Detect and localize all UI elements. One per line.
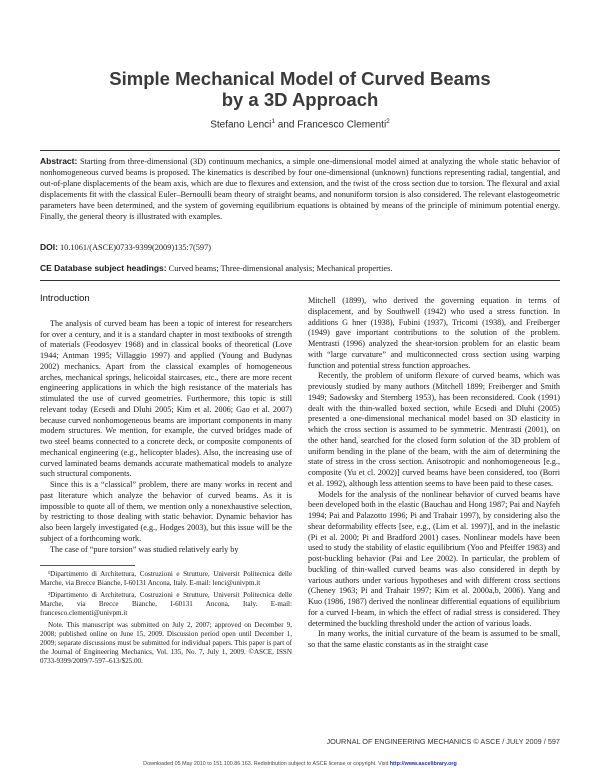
- footnotes: [40, 570, 292, 669]
- intro-paragraph-2: Since this is a “classical” problem, there are many works in recent and past literature which analyze the behavior of curved beams. As it is impossible to quote all of them, we mention only a nonexhaustive selection, by restricting to those dealing with static behavior. Dynamic behavior has also been largely investigated (e.g., Hodges 2003), but this issue will be the subject of a forthcoming work.: [40, 480, 292, 543]
- intro-paragraph-1: The analysis of curved beam has been a topic of interest for researchers for over a century, and it is a standard chapter in most textbooks of strength of materials (Feodosyev 1968) and in classical books of theoretical (Love 1944; Antman 1995; Villaggio 1997) and applied (Young and Budynas 2002) mechanics. Apart from the classical examples of homogeneous arches, mechanical springs, helicoidal staircases, etc., there are more recent engineering applications in which the high resistance of the materials has stimulated the use of curved geometries. Furthermore, this topic is still relevant today (Ecsedi and Dluhi 2005; Kim et al. 2006; Gao et al. 2007) because curved nonhomogeneous beams are important components in many modern structures. We mention, for example, the curved bridges made of two steel beams connected to a concrete deck, or composite components of mechanical engineering (e.g., helicopter blades). Also, the increasing use of curved laminated beams demands accurate mathematical models to analyze such structural components.: [40, 318, 292, 479]
- doi-label: DOI:: [40, 242, 58, 252]
- right-paragraph-4: In many works, the initial curvature of the beam is assumed to be small, so that the same elastic constants as in the straight case: [308, 629, 560, 649]
- download-text: Downloaded 05 May 2010 to 151.100.86.163. Redistribution subject to ASCE license or copyright. Visit: [143, 761, 390, 767]
- footnote-2: ²Dipartimento di Architettura, Costruzioni e Strutture, Universit Politecnica delle Marche, via Brecce Bianche, I-60131 Ancona, Italy. E-mail: francesco.clementi@univpm.it: [40, 591, 292, 617]
- abstract-text: Starting from three-dimensional (3D) continuum mechanics, a simple one-dimensional model aimed at analyzing the whole static behavior of nonhomogeneous curved beams is proposed. The kinematics is described by four one-dimensional (unknown) functions representing radial, tangential, and out-of-plane displacements of the beam axis, which are due to flexures and extension, and the twist of the cross section due to torsion. The flexural and axial displacements fit with the classical Euler–Bernoulli beam theory of straight beams, and nonuniform torsion is also considered. The relevant elastogeometric parameters have been determined, and the system of governing equilibrium equations is obtained by means of the principle of minimum potential energy. Finally, the general theory is illustrated with examples.: [40, 157, 560, 221]
- subject-headings-value: Curved beams; Three-dimensional analysis; Mechanical properties.: [168, 264, 393, 273]
- paper-title: [0, 68, 600, 110]
- doi-value[interactable]: 10.1061/(ASCE)0733-9399(2009)135:7(597): [60, 243, 211, 252]
- running-footer: JOURNAL OF ENGINEERING MECHANICS © ASCE / JULY 2009 / 597: [326, 737, 560, 746]
- doi-line: [40, 242, 211, 252]
- author-1-affiliation: 1: [271, 118, 275, 125]
- title-line-2: by a 3D Approach: [221, 89, 379, 110]
- title-line-1: Simple Mechanical Model of Curved Beams: [109, 68, 491, 89]
- right-paragraph-2: Recently, the problem of uniform flexure of curved beams, which was previously studied by many authors (Mitchell 1899; Freiberger and Smith 1949; Sadowsky and Sternberg 1953), has been reconsidered. Cook (1991) dealt with the thin-walled boxed section, while Ecsedi and Dluhi (2005) presented a one-dimensional mechanical model based on 3D elasticity in which the cross section is assumed to be symmetric. Mentrasti (2001), on the other hand, searched for the closed form solution of the 3D problem of uniform bending in the plane of the beam, with the aim of determining the state of stress in the cross section. Anisotropic and nonhomogeneous [e.g., composite (Yu et cl. 2002)] curved beams have been considered, too (Borri et al. 1992), although less attention seems to have been paid to these cases.: [308, 371, 560, 488]
- author-1: Stefano Lenci: [210, 119, 272, 131]
- abstract: [40, 156, 560, 222]
- author-conjunction: and: [275, 119, 298, 131]
- divider-top: [40, 150, 560, 151]
- ascelibrary-link[interactable]: http://www.ascelibrary.org: [389, 761, 457, 767]
- author-2: Francesco Clementi: [297, 119, 387, 131]
- subject-headings-label: CE Database subject headings:: [40, 263, 167, 273]
- author-line: [0, 118, 600, 130]
- right-column: [308, 296, 560, 651]
- footnote-1: ¹Dipartimento di Architettura, Costruzioni e Strutture, Universit Politecnica delle Marche, via Brecce Bianche, I-60131 Ancona, Italy. E-mail: lenci@univpm.it: [40, 570, 292, 587]
- intro-paragraph-3: The case of “pure torsion” was studied relatively early by: [50, 544, 239, 554]
- author-2-affiliation: 2: [386, 118, 390, 125]
- footnote-rule: [40, 565, 135, 566]
- section-heading: Introduction: [40, 293, 90, 304]
- abstract-label: Abstract:: [40, 156, 78, 166]
- left-column: [40, 294, 292, 555]
- right-paragraph-3: Models for the analysis of the nonlinear behavior of curved beams have been developed both in the elastic (Bauchau and Hong 1987; Pai and Nayfeh 1994; Pai and Palazotto 1996; Pi and Trahair 1997), by considering also the shear deformability effects [see, e.g., (Lim et al. 1997)], and in the inelastic (Pi et al. 2000; Pi and Bradford 2001) cases. Nonlinear models have been used to study the stability of elastic equilibrium (Yoo and Pfeiffer 1983) and post-buckling behavior (Pai and Lee 2002). In particular, the problem of buckling of thin-walled curved beams was also considered in depth by various authors under various hypotheses and with different cross sections (Cheney 1963; Pi and Trahair 1997; Kim et al. 2000a,b, 2006). Yang and Kuo (1986, 1987) derived the nonlinear differential equations of equilibrium for a curved I-beam, in which the effect of radial stress is considered. They determined the buckling threshold under the action of various loads.: [308, 489, 560, 628]
- download-notice: [0, 761, 600, 767]
- footnote-note: Note. This manuscript was submitted on July 2, 2007; approved on December 9, 2008; published online on June 15, 2009. Discussion period open until December 1, 2009; separate discussions must be submitted for individual papers. This paper is part of the Journal of Engineering Mechanics, Vol. 135, No. 7, July 1, 2009. ©ASCE, ISSN 0733-9399/2009/7-597–613/$25.00.: [40, 621, 292, 665]
- subject-headings: [40, 263, 392, 273]
- right-paragraph-1: Mitchell (1899), who derived the governing equation in terms of displacement, and by Southwell (1942) who used a stress function. In additions G hner (1938), Fubini (1937), Tricomi (1938), and Freiberger (1949) gave important contributions to the solution of the problem. Mentrasti (1996) analyzed the shear-torsion problem for an elastic beam with “large curvature” and multiconnected cross section using warping function and potential stress function approaches.: [308, 296, 560, 370]
- divider-bottom: [40, 280, 560, 281]
